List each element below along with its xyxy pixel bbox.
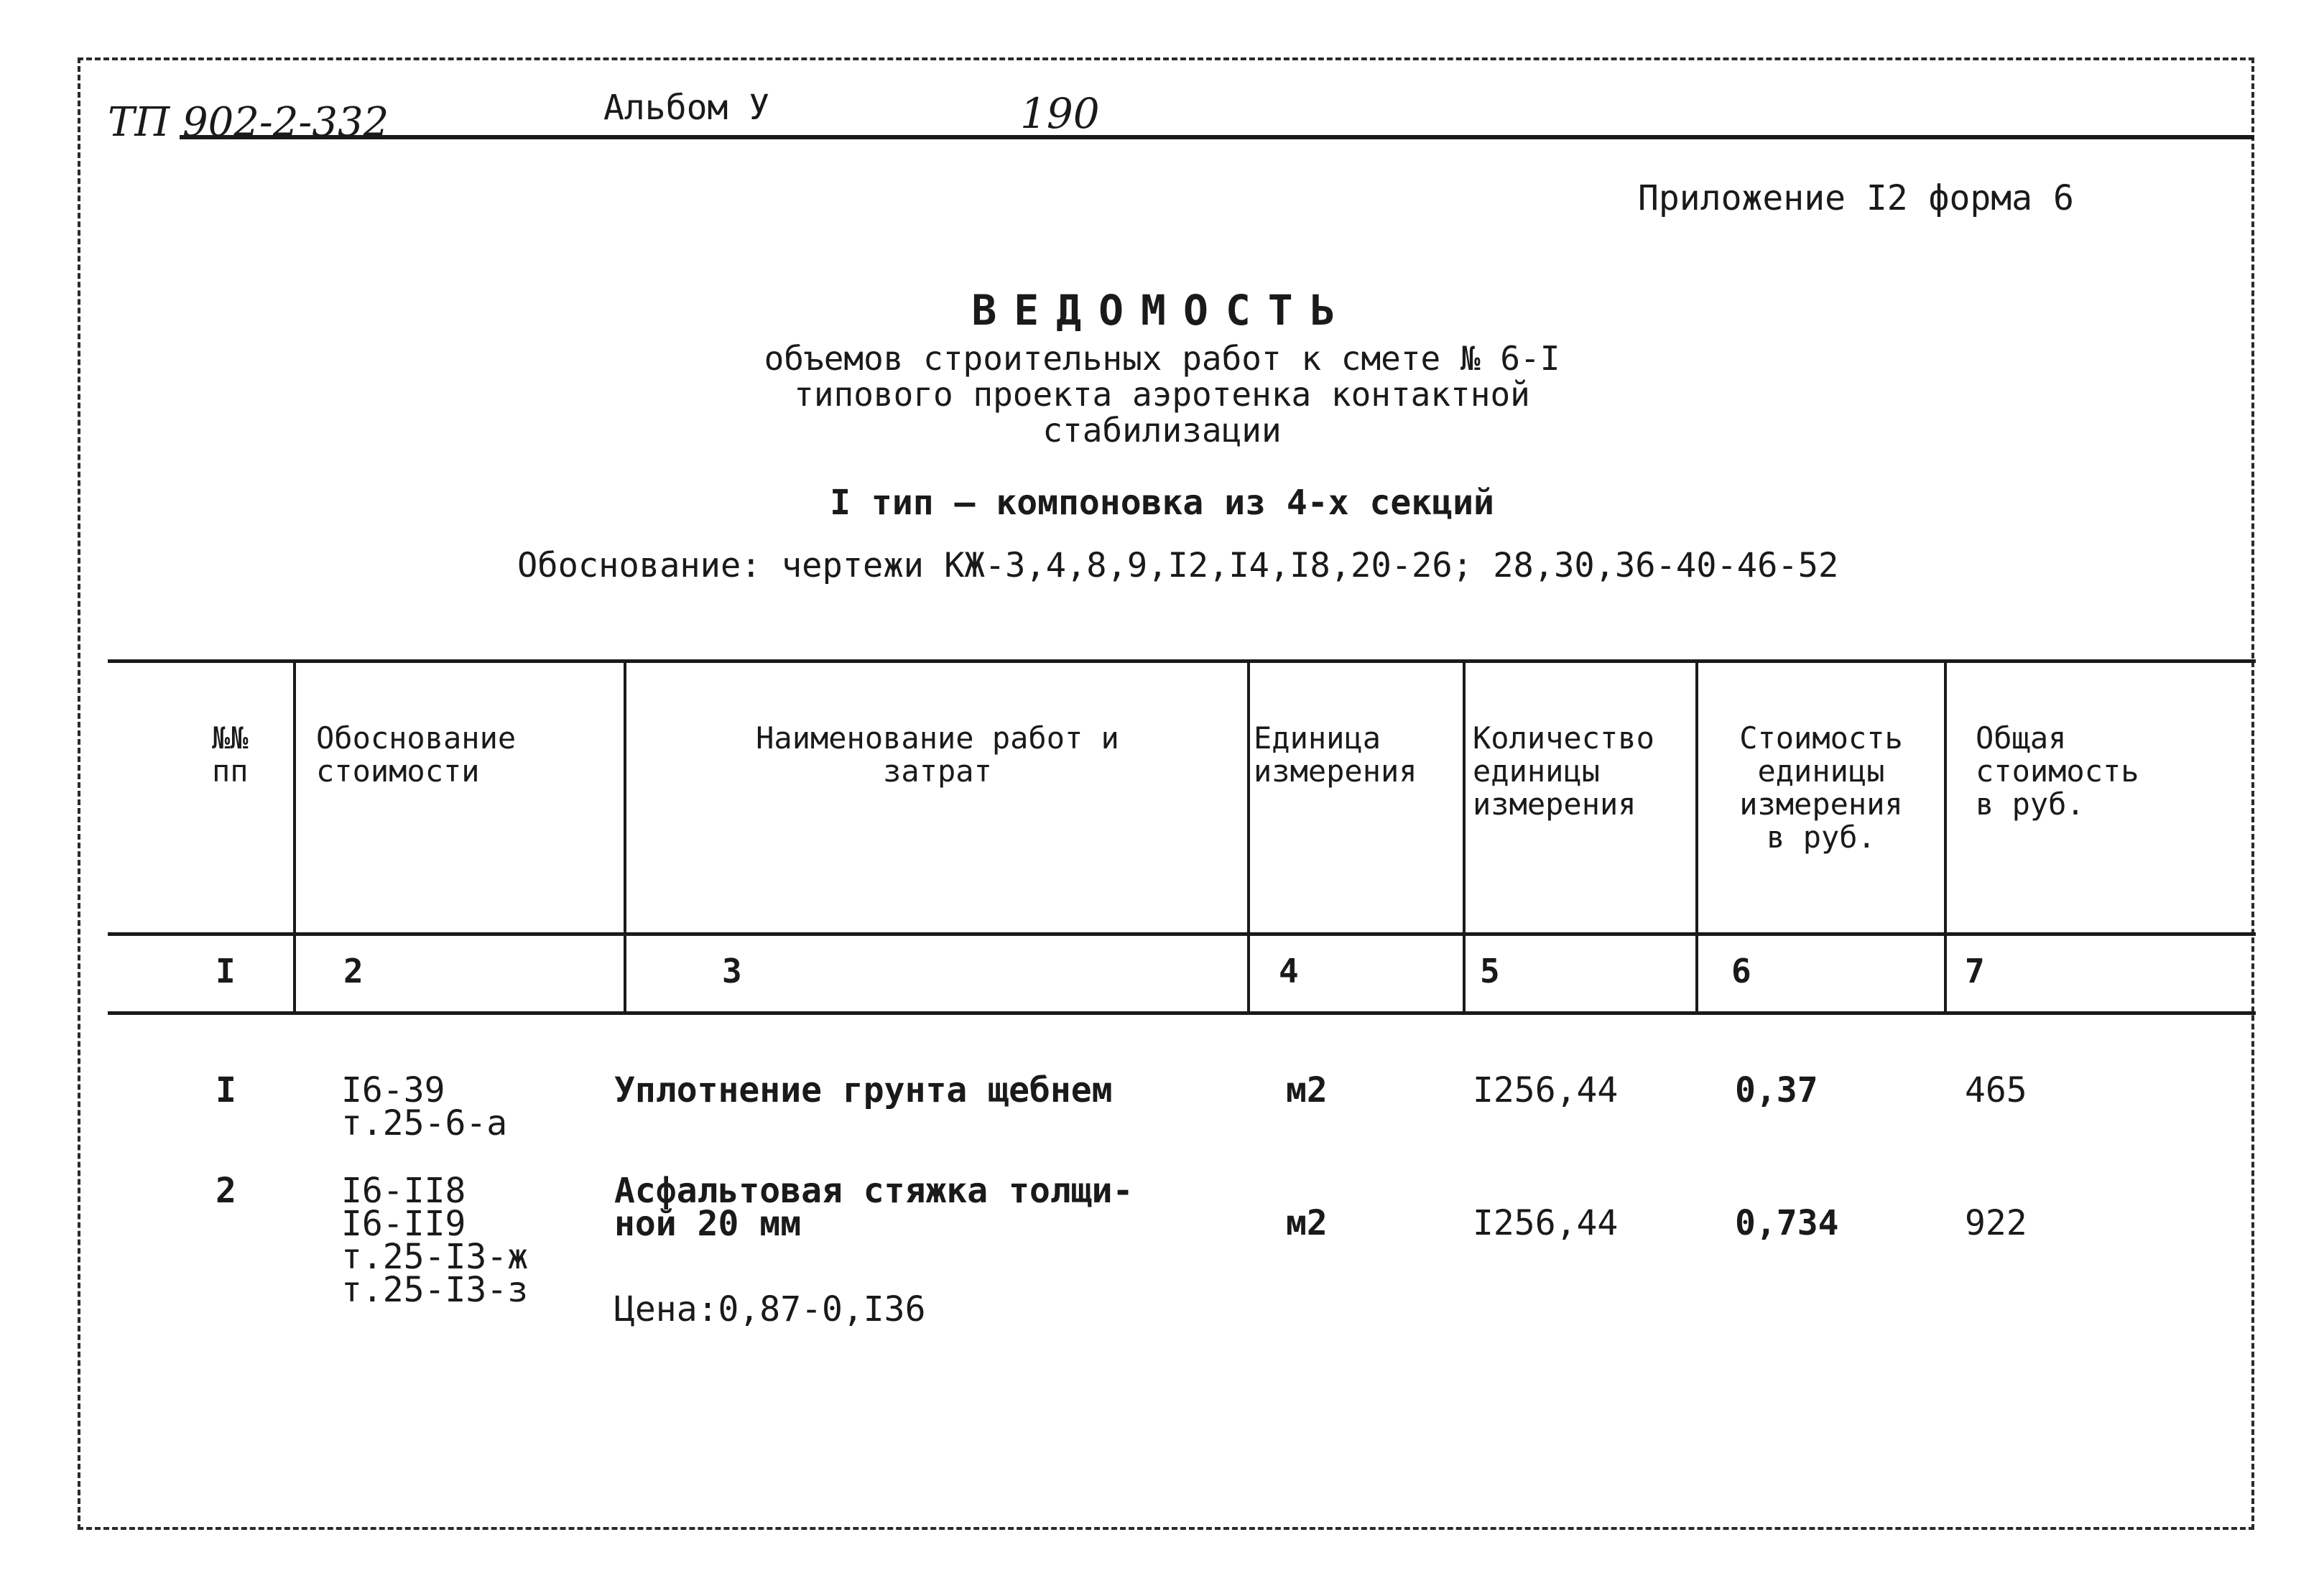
row-quantity: I256,44 [1473,1070,1619,1110]
column-number: 2 [343,952,364,990]
appendix-label: Приложение I2 форма 6 [1638,178,2074,218]
column-divider [1463,662,1466,1013]
header-num: №№ пп [212,720,249,789]
row-num: 2 [216,1171,236,1211]
header-quantity: Количество единицы измерения [1473,720,1654,822]
column-number: 3 [722,952,742,990]
column-number: I [216,952,236,990]
row-unit-cost: 0,734 [1735,1203,1839,1243]
subtitle-line: стабилизации [1042,411,1282,450]
page-title: ВЕДОМОСТЬ [971,286,1353,335]
row-total-cost: 465 [1965,1070,2027,1110]
row-work-name: Уплотнение грунта щебнем [614,1070,1113,1110]
row-unit-cost: 0,37 [1735,1070,1818,1110]
column-number: 6 [1731,952,1751,990]
column-number: 4 [1279,952,1299,990]
header-cost-basis: Обоснование стоимости [316,720,517,789]
row-cost-basis: I6-II8 I6-II9 т.25-I3-ж т.25-I3-з [341,1171,529,1310]
basis-line: Обоснование: чертежи КЖ-3,4,8,9,I2,I4,I8,20-26; 28,30,36-40-46-52 [517,546,1839,585]
subtitle-line: типового проекта аэротенка контактной [794,375,1530,414]
column-number-rule [108,1011,2256,1015]
row-num: I [216,1070,236,1110]
column-number: 5 [1480,952,1500,990]
row-total-cost: 922 [1965,1203,2027,1243]
header-rule [108,932,2256,936]
subtitle-line: объемов строительных работ к смете № 6-I [764,339,1560,378]
row-quantity: I256,44 [1473,1203,1619,1243]
header-work-name: Наименование работ и затрат [756,720,1119,789]
album-label: Альбом У [603,88,770,128]
row-cost-basis: I6-39 т.25-6-а [341,1070,508,1143]
column-divider [1695,662,1698,1013]
table-top-rule [108,659,2256,663]
header-unit-cost: Стоимость единицы измерения в руб. [1739,720,1903,855]
column-divider [293,662,296,1013]
header-unit: Единица измерения [1254,720,1417,789]
stamp-divider [180,135,2254,139]
sheet-number: 190 [1020,89,1100,138]
row-unit: м2 [1286,1203,1328,1243]
row-work-name: Асфальтовая стяжка толщи- ной 20 мм [614,1171,1134,1244]
row-note: Цена:0,87-0,I36 [614,1289,926,1329]
column-number: 7 [1965,952,1985,990]
header-total-cost: Общая стоимость в руб. [1976,720,2139,822]
column-divider [624,662,626,1013]
row-unit: м2 [1286,1070,1328,1110]
column-divider [1247,662,1250,1013]
document-code: ТП 902-2-332 [108,99,389,146]
type-line: I тип – компоновка из 4-х секций [830,483,1494,523]
column-divider [1944,662,1947,1013]
